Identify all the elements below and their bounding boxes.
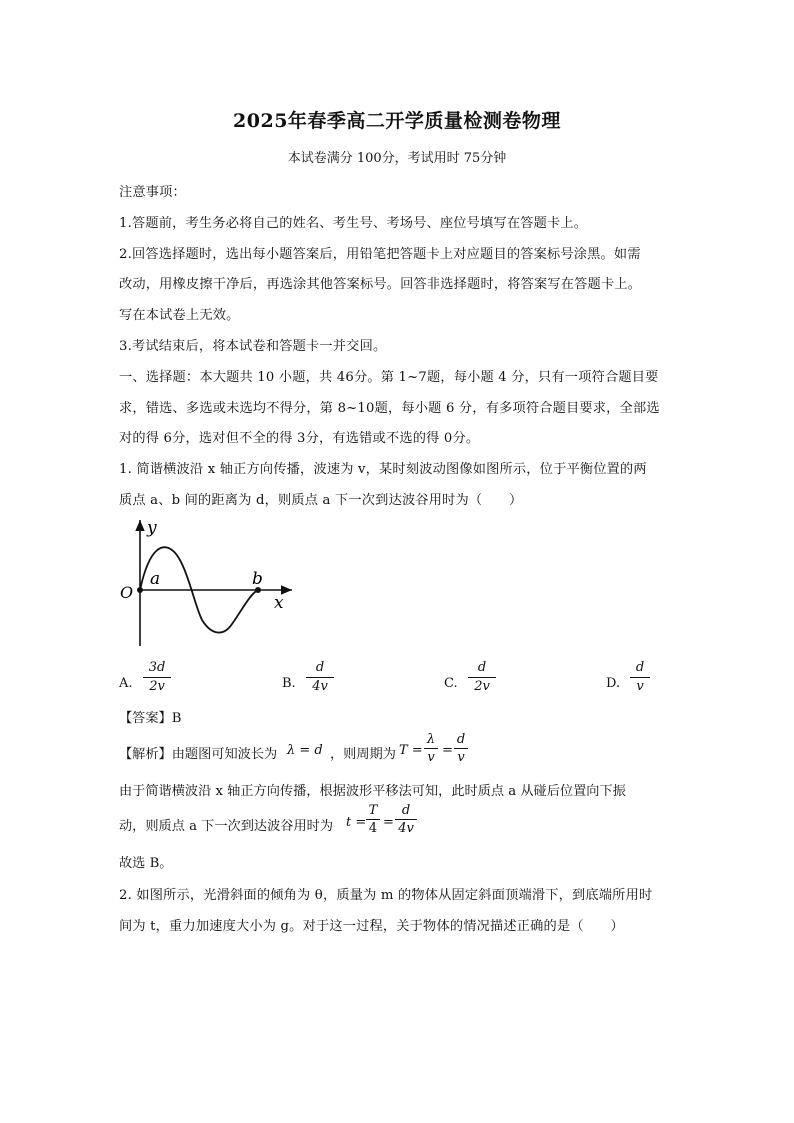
note-item-2-line-1: 2.回答选择题时，选出每小题答案后，用铅笔把答题卡上对应题目的答案标号涂黑。如需 <box>119 247 641 262</box>
time-equals: = <box>383 815 394 830</box>
option-d-fraction <box>630 660 650 695</box>
note-item-3: 3.考试结束后，将本试卷和答题卡一并交回。 <box>119 339 387 354</box>
y-axis-label: y <box>147 518 157 538</box>
option-d-label: D. <box>606 676 621 691</box>
x-axis-label: x <box>274 593 284 613</box>
page-subtitle: 本试卷满分 100分，考试用时 75分钟 <box>287 151 507 166</box>
option-b-denominator: 4v <box>312 679 328 694</box>
option-a-numerator: 3d <box>148 660 166 675</box>
option-b-label: B. <box>282 676 296 691</box>
option-d-denominator: v <box>636 679 644 694</box>
note-item-2-line-2: 改动，用橡皮擦干净后，再选涂其他答案标号。回答非选择题时，将答案写在答题卡上。 <box>119 277 642 292</box>
section-1-line-1: 一、选择题：本大题共 10 小题，共 46分。第 1~7题，每小题 4 分，只有一项符合题目要 <box>119 370 659 385</box>
section-1-line-3: 对的得 6分，选对但不全的得 3分，有选错或不选的得 0分。 <box>119 431 480 446</box>
answer-line: 【答案】B <box>119 711 182 726</box>
origin-label: O <box>120 583 134 602</box>
lambda-equation: λ = d <box>287 743 323 758</box>
period-symbol: T = <box>399 743 423 758</box>
option-a-denominator: 2v <box>149 679 165 694</box>
period-fraction-1: λ v <box>424 732 438 765</box>
analysis-line-2: 由于简谐横波沿 x 轴正方向传播，根据波形平移法可知，此时质点 a 从碰后位置向下振 <box>119 784 626 799</box>
question-2-line-2: 间为 t，重力加速度大小为 g。对于这一过程，关于物体的情况描述正确的是（ ） <box>119 919 624 934</box>
notes-heading: 注意事项： <box>119 185 186 200</box>
option-a-label: A. <box>119 676 133 691</box>
question-1-line-2: 质点 a、b 间的距离为 d，则质点 a 下一次到达波谷用时为（ ） <box>119 493 523 508</box>
point-a-label: a <box>150 569 161 589</box>
question-1-line-1: 1. 简谐横波沿 x 轴正方向传播，波速为 v，某时刻波动图像如图所示，位于平衡位置的两 <box>119 462 647 477</box>
option-b-numerator: d <box>315 660 325 675</box>
option-a-fraction <box>143 660 171 695</box>
point-a-dot <box>137 587 143 593</box>
page-title: 2025年春季高二开学质量检测卷物理 <box>233 110 561 132</box>
section-1-line-2: 求，错选、多选或未选均不得分，第 8~10题，每小题 6 分，有多项符合题目要求，全部选 <box>119 401 660 416</box>
period-equals: = <box>442 743 453 758</box>
option-d-numerator: d <box>635 660 645 675</box>
option-c-fraction <box>468 660 496 695</box>
question-2-line-1: 2. 如图所示，光滑斜面的倾角为 θ，质量为 m 的物体从固定斜面顶端滑下，到底端所用时 <box>119 888 653 903</box>
option-c-denominator: 2v <box>474 679 490 694</box>
time-symbol: t = <box>346 815 367 830</box>
option-b-fraction <box>306 660 334 695</box>
note-item-1: 1.答题前，考生务必将自己的姓名、考生号、考场号、座位号填写在答题卡上。 <box>119 216 588 231</box>
analysis-mid: ，则周期为 <box>330 747 396 762</box>
time-fraction-1: T 4 <box>366 803 380 836</box>
conclusion: 故选 B。 <box>119 856 173 871</box>
analysis-line-3: 动，则质点 a 下一次到达波谷用时为 <box>119 819 334 834</box>
time-fraction-2: d 4v <box>395 803 417 836</box>
option-c-numerator: d <box>477 660 487 675</box>
analysis-prefix: 【解析】由题图可知波长为 <box>119 747 278 762</box>
wave-figure <box>114 514 304 650</box>
option-c-label: C. <box>444 676 458 691</box>
period-fraction-2: d v <box>454 732 468 765</box>
point-b-label: b <box>252 569 263 589</box>
note-item-2-line-3: 写在本试卷上无效。 <box>119 308 240 323</box>
